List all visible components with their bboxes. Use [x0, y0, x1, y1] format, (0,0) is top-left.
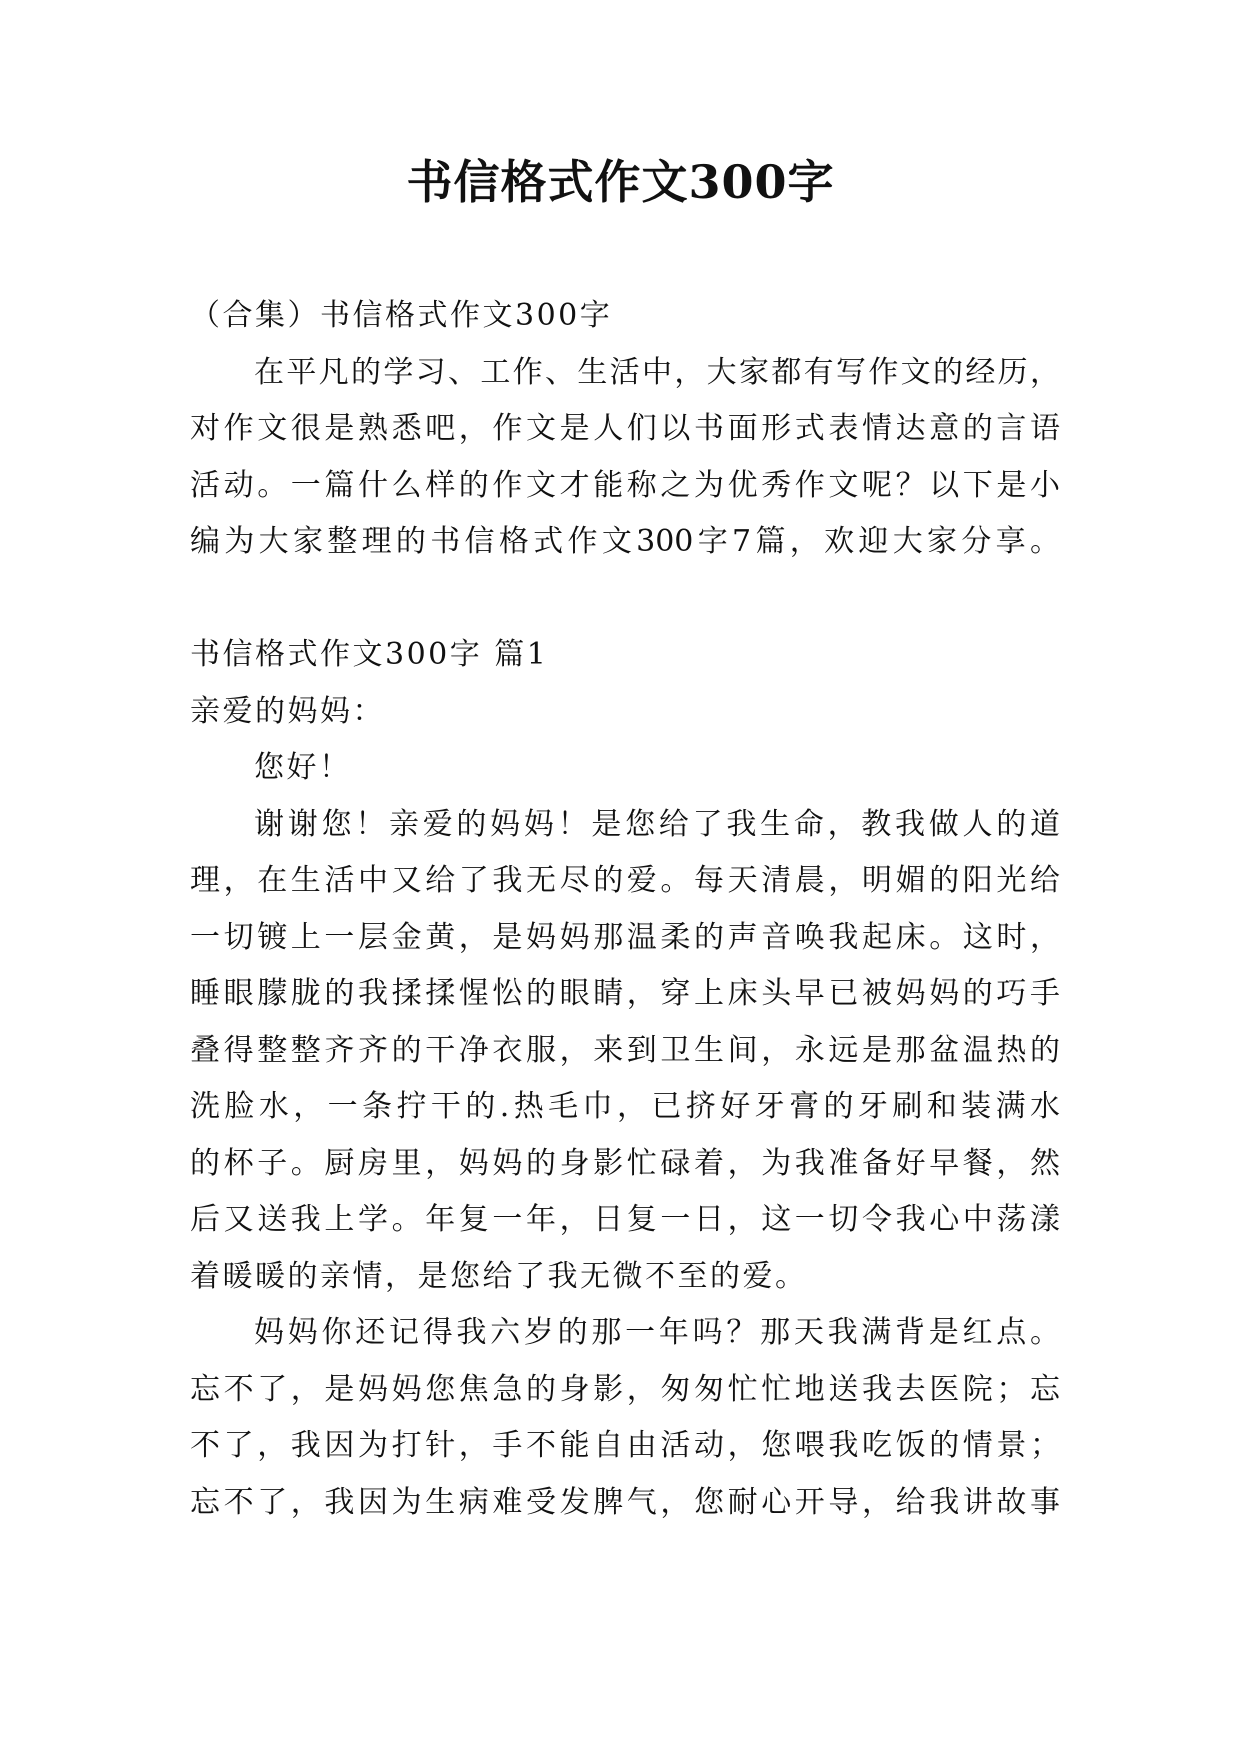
paragraph-line: 谢谢您！亲爱的妈妈！是您给了我生命，教我做人的道	[254, 806, 1060, 842]
document-body	[190, 288, 1060, 1531]
intro-line: 活动。一篇什么样的作文才能称之为优秀作文呢？以下是小	[190, 467, 1060, 503]
intro-line: 对作文很是熟悉吧，作文是人们以书面形式表情达意的言语	[190, 411, 1060, 446]
letter-greeting: 您好！	[254, 750, 352, 785]
document-subtitle: （合集）书信格式作文300字	[190, 298, 613, 333]
paragraph-line: 忘不了，我因为生病难受发脾气，您耐心开导，给我讲故事	[190, 1484, 1060, 1520]
paragraph-line: 理，在生活中又给了我无尽的爱。每天清晨，明媚的阳光给	[190, 863, 1060, 898]
paragraph-line: 睡眼朦胧的我揉揉惺忪的眼睛，穿上床头早已被妈妈的巧手	[190, 976, 1060, 1011]
letter-paragraph-1	[190, 797, 1060, 1306]
paragraph-line: 着暖暖的亲情，是您给了我无微不至的爱。	[190, 1258, 808, 1294]
letter-paragraph-2	[190, 1305, 1060, 1531]
document-title: 书信格式作文300字	[406, 155, 835, 209]
paragraph-line: 一切镀上一层金黄，是妈妈那温柔的声音唤我起床。这时，	[190, 919, 1060, 955]
intro-paragraph	[190, 345, 1060, 571]
paragraph-line: 叠得整整齐齐的干净衣服，来到卫生间，永远是那盆温热的	[190, 1032, 1060, 1068]
paragraph-line: 洗脸水，一条拧干的.热毛巾，已挤好牙膏的牙刷和装满水	[190, 1089, 1060, 1124]
section-heading: 书信格式作文300字 篇1	[190, 637, 549, 672]
intro-line: 在平凡的学习、工作、生活中，大家都有写作文的经历，	[254, 354, 1060, 390]
paragraph-line: 后又送我上学。年复一年，日复一日，这一切令我心中荡漾	[190, 1202, 1060, 1237]
paragraph-line: 妈妈你还记得我六岁的那一年吗？那天我满背是红点。	[254, 1315, 1060, 1350]
paragraph-spacer	[190, 571, 1060, 628]
intro-line: 编为大家整理的书信格式作文300字7篇，欢迎大家分享。	[190, 524, 1060, 559]
paragraph-line: 的杯子。厨房里，妈妈的身影忙碌着，为我准备好早餐，然	[190, 1145, 1060, 1181]
paragraph-line: 不了，我因为打针，手不能自由活动，您喂我吃饭的情景；	[190, 1428, 1060, 1463]
paragraph-line: 忘不了，是妈妈您焦急的身影，匆匆忙忙地送我去医院；忘	[190, 1371, 1060, 1407]
letter-salutation: 亲爱的妈妈：	[190, 693, 385, 729]
